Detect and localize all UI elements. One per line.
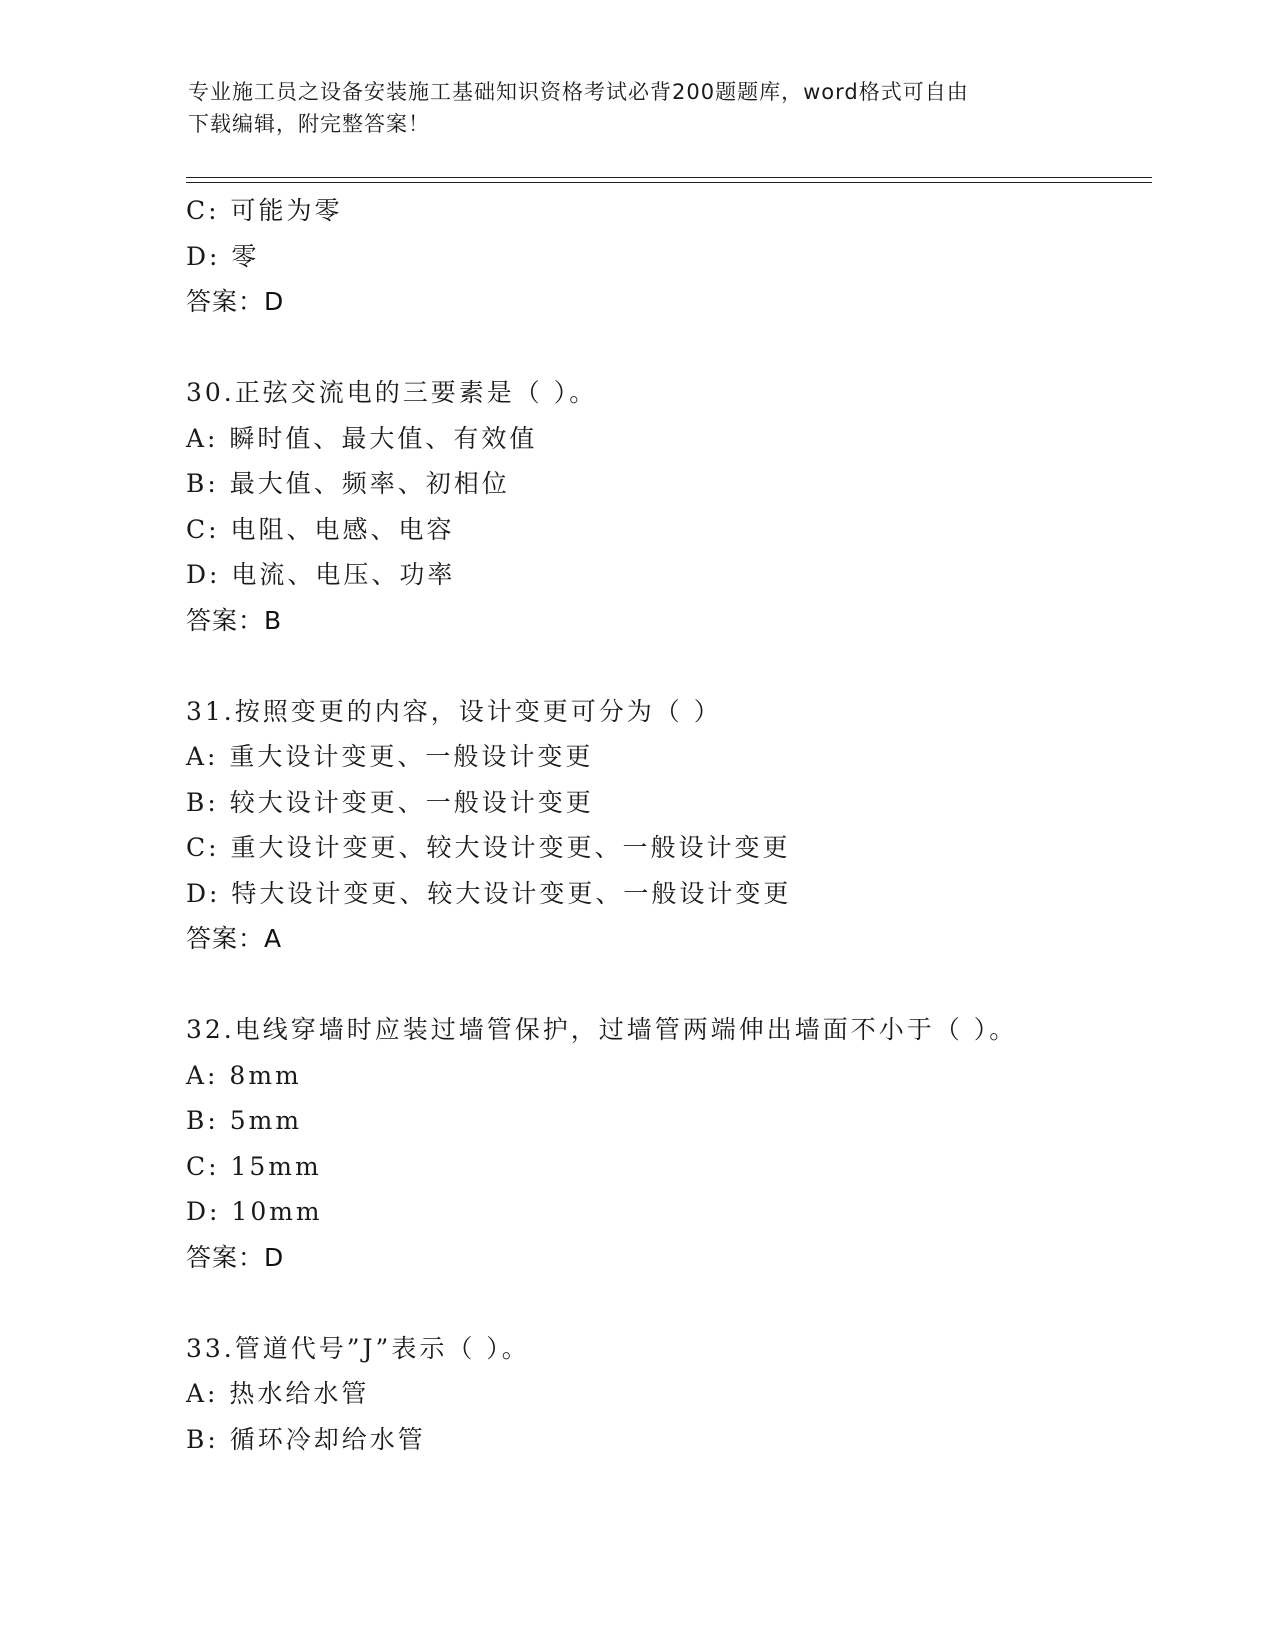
option-b: B: 5mm [186,1106,303,1135]
option-c: C: 可能为零 [186,196,343,225]
option-c: C: 电阻、电感、电容 [186,514,455,544]
answer-line: 答案：B [186,605,283,635]
spacer [186,643,1152,689]
option-d: D: 特大设计变更、较大设计变更、一般设计变更 [186,878,792,908]
option-b: B: 最大值、频率、初相位 [186,469,510,498]
spacer [186,1280,1152,1326]
header-line-1: 专业施工员之设备安装施工基础知识资格考试必背200题题库，word格式可自由 [188,80,969,104]
question-list [186,188,1152,1462]
question-stem: 33.管道代号”J”表示（ ）。 [186,1333,530,1363]
option-a: A: 重大设计变更、一般设计变更 [186,742,594,771]
option-b: B: 循环冷却给水管 [186,1424,426,1454]
question-stem: 32.电线穿墙时应装过墙管保护，过墙管两端伸出墙面不小于（ ）。 [186,1015,1018,1044]
document-header [188,76,1068,140]
option-b: B: 较大设计变更、一般设计变更 [186,787,594,817]
header-divider-top [186,177,1152,178]
answer-line: 答案：D [186,287,285,316]
option-d: D: 电流、电压、功率 [186,560,456,589]
question-32 [186,1007,1152,1280]
option-a: A: 瞬时值、最大值、有效值 [186,423,538,453]
option-c: C: 重大设计变更、较大设计变更、一般设计变更 [186,833,791,862]
option-c: C: 15mm [186,1151,322,1181]
question-33 [186,1326,1152,1463]
question-stem: 30.正弦交流电的三要素是（ ）。 [186,378,598,407]
option-a: A: 8mm [186,1060,302,1090]
answer-line: 答案：D [186,1242,285,1272]
spacer [186,325,1152,371]
question-31 [186,689,1152,962]
question-30 [186,370,1152,643]
option-d: D: 零 [186,241,260,271]
option-d: D: 10mm [186,1197,323,1226]
header-divider-bottom [186,182,1152,183]
spacer [186,962,1152,1008]
question-stem: 31.按照变更的内容，设计变更可分为（ ） [186,696,722,726]
option-a: A: 热水给水管 [186,1379,370,1408]
header-line-2: 下载编辑，附完整答案！ [188,112,430,136]
answer-line: 答案：A [186,924,283,953]
question-29-tail [186,188,1152,325]
